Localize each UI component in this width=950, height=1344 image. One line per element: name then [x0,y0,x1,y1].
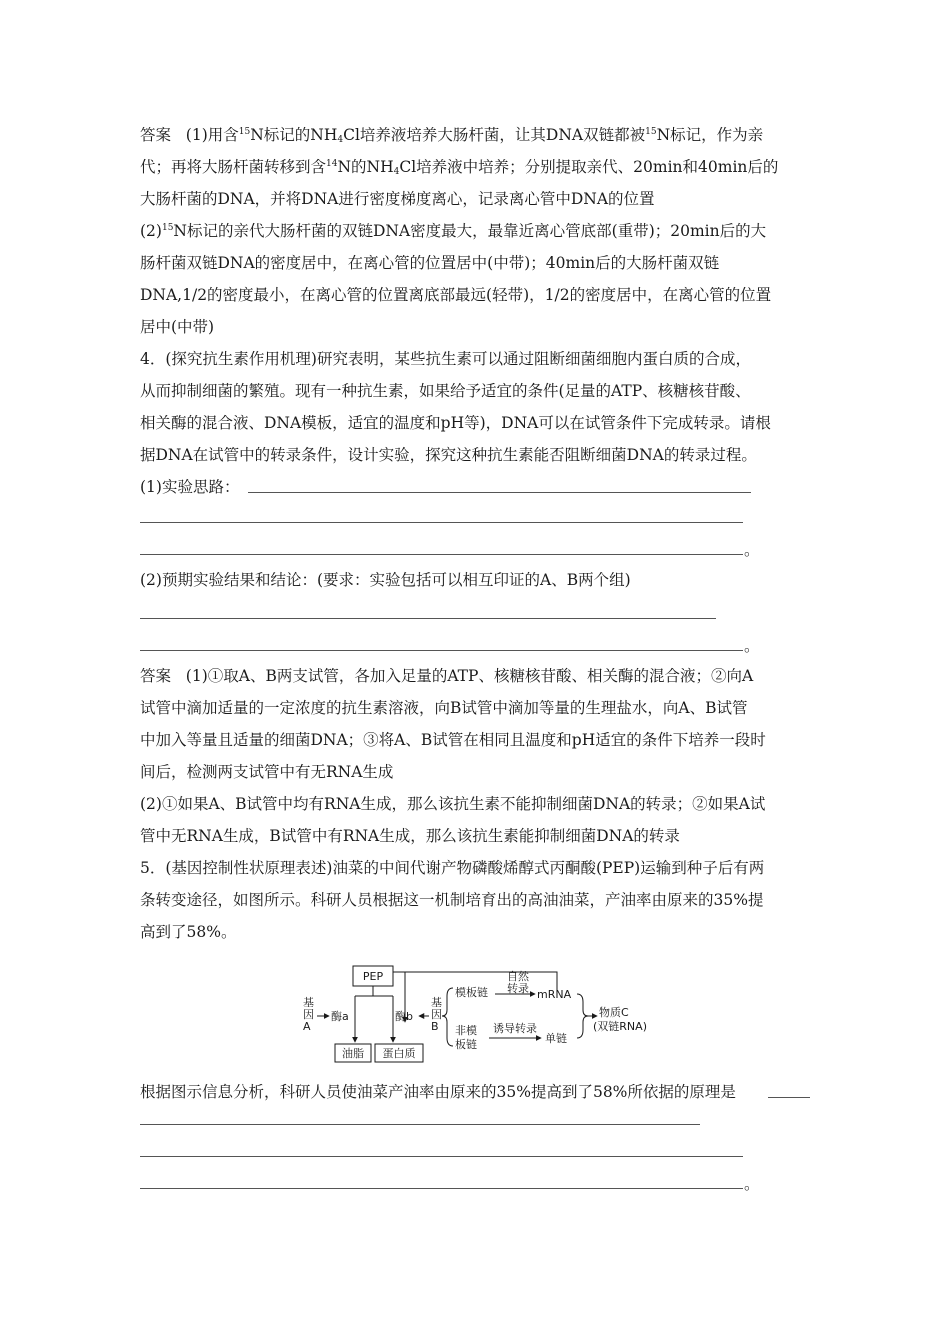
substance-c-label: 物质C [599,1006,629,1019]
q4-answer-line-4: 间后，检测两支试管中有无RNA生成 [140,763,394,781]
q3-answer-line-1: 答案 (1)用含$^{15}$N标记的$NH_4Cl$培养液培养大肠杆菌，让其DNA双链都被$^{15}$N标记，作为亲 [140,126,764,145]
gene-b-brace [442,988,453,1046]
non-template-label-1: 非模 [455,1024,477,1037]
single-strand-label: 单链 [545,1032,567,1045]
gene-a-char-3: A [303,1020,311,1033]
q4-sub1-answer-blank-3[interactable] [140,554,743,555]
q5-answer-blank-3[interactable] [140,1156,743,1157]
q4-line-4: 据DNA在试管中的转录条件，设计实验，探究这种抗生素能否阻断细菌DNA的转录过程。 [140,446,757,464]
q4-sub2-answer-blank-1[interactable] [140,618,716,619]
pep-label: PEP [362,970,384,983]
enzyme-a-label: 酶a [331,1010,349,1023]
q4-sub2-label: (2)预期实验结果和结论：(要求：实验包括可以相互印证的A、B两个组) [140,571,631,589]
q5-line-2: 条转变途径，如图所示。科研人员根据这一机制培育出的高油油菜，产油率由原来的35%提 [140,891,764,909]
q3-answer-line-5: 肠杆菌双链DNA的密度居中，在离心管的位置居中(中带)；40min后的大肠杆菌双链 [140,254,720,272]
q3-answer-line-3: 大肠杆菌的DNA，并将DNA进行密度梯度离心，记录离心管中DNA的位置 [140,190,655,208]
induced-transcription-label: 诱导转录 [493,1022,537,1035]
fat-label: 油脂 [342,1047,364,1060]
q4-answer-line-5: (2)①如果A、B试管中均有RNA生成，那么该抗生素不能抑制细菌DNA的转录；②如果A试 [140,795,766,813]
q4-sub2-period: 。 [744,637,760,655]
q5-answer-blank-4[interactable] [140,1188,743,1189]
right-brace [577,994,588,1038]
q4-line-2: 从而抑制细菌的繁殖。现有一种抗生素，如果给予适宜的条件(足量的ATP、核糖核苷酸、 [140,382,751,400]
enzyme-b-label: 酶b [395,1010,413,1023]
q3-answer-line-2: 代；再将大肠杆菌转移到含$^{14}$N的$NH_4Cl$培养液中培养；分别提取亲代、20min和40min后的 [140,158,779,177]
protein-label: 蛋白质 [382,1047,416,1060]
mrna-label: mRNA [537,988,572,1001]
q3-answer-line-7: 居中(中带) [140,318,215,336]
q4-sub1-period: 。 [744,541,760,559]
non-template-label-2: 板链 [455,1038,477,1051]
gene-a-char-1: 基 [303,996,314,1009]
q5-question: 根据图示信息分析，科研人员使油菜产油率由原来的35%提高到了58%所依据的原理是 [140,1083,736,1101]
q5-period: 。 [744,1175,760,1193]
q4-line-1: 4．(探究抗生素作用机理)研究表明，某些抗生素可以通过阻断细菌细胞内蛋白质的合成， [140,350,751,368]
q4-sub1-answer-blank-1[interactable] [248,492,751,493]
q4-answer-line-2: 试管中滴加适量的一定浓度的抗生素溶液，向B试管中滴加等量的生理盐水，向A、B试管 [140,699,748,717]
template-strand-label: 模板链 [455,986,488,999]
q4-answer-line-3: 中加入等量且适量的细菌DNA；③将A、B试管在相同且温度和pH适宜的条件下培养一段时 [140,731,766,749]
gene-b-char-3: B [431,1020,439,1033]
q3-answer-line-4: $(2)^{15}N$标记的亲代大肠杆菌的双链DNA密度最大，最靠近离心管底部(重带)；20min后的大 [140,222,767,240]
pep-pathway-diagram [295,958,675,1068]
q4-sub2-answer-blank-2[interactable] [140,650,743,651]
q4-sub1-answer-blank-2[interactable] [140,522,743,523]
gene-b-char-1: 基 [431,996,442,1009]
natural-label: 自然 [507,970,529,983]
q5-line-1: 5．(基因控制性状原理表述)油菜的中间代谢产物磷酸烯醇式丙酮酸(PEP)运输到种子后有两 [140,859,765,877]
q4-answer-line-6: 管中无RNA生成，B试管中有RNA生成，那么该抗生素能抑制细菌DNA的转录 [140,827,680,845]
ds-rna-label: (双链RNA) [593,1020,647,1033]
q5-line-3: 高到了58%。 [140,923,237,941]
gene-a-char-2: 因 [303,1008,314,1021]
q4-sub1-label: (1)实验思路： [140,478,240,496]
transcription-label: 转录 [507,982,529,995]
q4-line-3: 相关酶的混合液、DNA模板，适宜的温度和pH等)，DNA可以在试管条件下完成转录。请根 [140,414,771,432]
q5-answer-blank-2[interactable] [140,1124,700,1125]
q3-answer-line-6: DNA,1/2的密度最小，在离心管的位置离底部最远(轻带)，1/2的密度居中，在离心管的位置 [140,286,772,304]
q5-answer-blank-1[interactable] [768,1097,810,1098]
gene-b-char-2: 因 [431,1008,442,1021]
q4-answer-line-1: 答案 (1)①取A、B两支试管，各加入足量的ATP、核糖核苷酸、相关酶的混合液；②向A [140,667,754,685]
